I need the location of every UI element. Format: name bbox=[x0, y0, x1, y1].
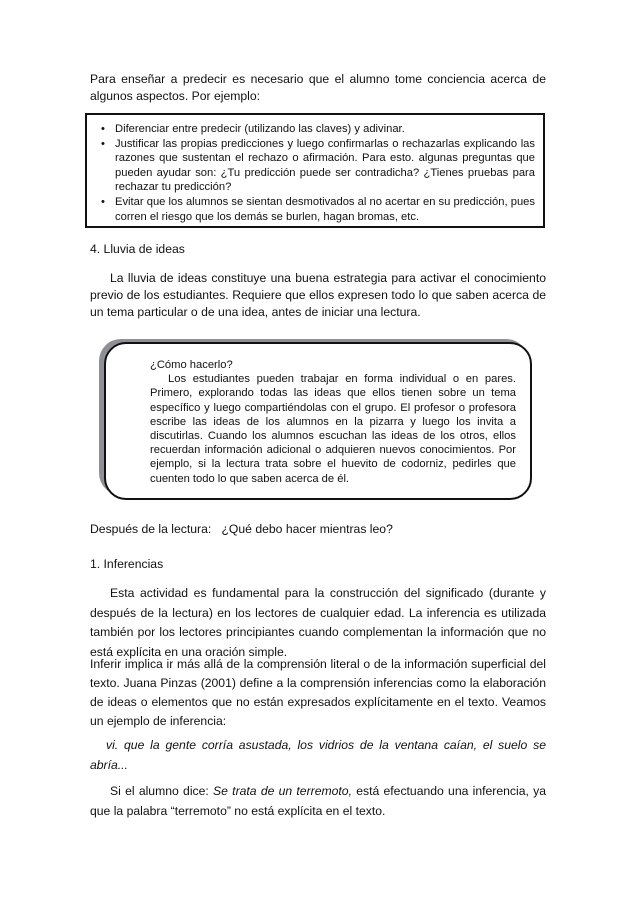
section-heading: 1. Inferencias bbox=[90, 557, 164, 571]
bullet-icon: • bbox=[101, 195, 105, 208]
how-to-box bbox=[104, 342, 532, 500]
closing-pre: Si el alumno dice: bbox=[110, 784, 214, 798]
tip-item bbox=[101, 195, 535, 224]
tips-box bbox=[85, 113, 545, 228]
inference-closing bbox=[90, 782, 546, 821]
tip-text: Diferenciar entre predecir (utilizando las claves) y adivinar. bbox=[115, 123, 405, 135]
box-title: ¿Cómo hacerlo? bbox=[150, 359, 233, 371]
tips-list bbox=[97, 122, 535, 224]
inference-paragraph-1: Esta actividad es fundamental para la construcción del significado (durante y después de la lectura) en los lectores de cualquier edad. La inferencia es utilizada también por los lectores principiantes cuando complementan la información que no está explícita en una oración simple. bbox=[90, 586, 546, 659]
bullet-icon: • bbox=[101, 137, 105, 150]
tip-item bbox=[101, 137, 535, 195]
inference-example: vi. que la gente corría asustada, los vidrios de la ventana caían, el suelo se abría... bbox=[90, 738, 546, 772]
inference-paragraph-2: Inferir implica ir más allá de la comprensión literal o de la información superficial del texto. Juana Pinzas (2001) define a la comprensión inferencias como la elaboración de ideas o elementos que no están expresados explícitamente en el texto. Veamos un ejemplo de inferencia: bbox=[90, 657, 546, 728]
after-reading-question: ¿Qué debo hacer mientras leo? bbox=[221, 522, 393, 536]
section-heading: 4. Lluvia de ideas bbox=[90, 242, 185, 256]
tip-text: Evitar que los alumnos se sientan desmotivados al no acertar en su predicción, pues corren el riesgo que los demás se burlen, hagan bromas, etc. bbox=[115, 195, 535, 223]
tip-text: Justificar las propias predicciones y luego confirmarlas o rechazarlas explicando las razones que sustentan el rechazo o afirmación. Para esto. algunas preguntas que pueden ayudar son: ¿Tu predicción puede ser contradicha? ¿Tienes pruebas para rechazar tu predicción? bbox=[115, 137, 535, 194]
box-body: Los estudiantes pueden trabajar en forma individual o en pares. Primero, explorando todas las ideas que ellos tienen sobre un tema específico y luego compartiéndolas con el grupo. El profesor o profesora escribe las ideas de los alumnos en la pizarra y luego los invita a discutirlas. Cuando los alumnos escuchan las ideas de los otros, ellos recuerdan información adicional o adquieren nuevos conocimientos. Por ejemplo, si la lectura trata sobre el huevito de codorniz, pedirles que cuenten todo lo que saben acerca de él. bbox=[150, 373, 516, 485]
bullet-icon: • bbox=[101, 123, 105, 135]
closing-italic: Se trata de un terremoto, bbox=[213, 784, 352, 798]
closing-post: está efectuando una inferencia, ya que la palabra “terremoto” no está explícita en el texto. bbox=[90, 784, 546, 818]
intro-paragraph: Para enseñar a predecir es necesario que el alumno tome conciencia acerca de algunos aspectos. Por ejemplo: bbox=[90, 72, 546, 103]
section-paragraph: La lluvia de ideas constituye una buena estrategia para activar el conocimiento previo de los estudiantes. Requiere que ellos expresen todo lo que saben acerca de un tema particular o de una idea, antes de iniciar una lectura. bbox=[90, 271, 546, 319]
tip-item bbox=[101, 122, 535, 137]
after-reading-label: Después de la lectura: bbox=[90, 522, 212, 536]
after-reading-line bbox=[90, 521, 393, 538]
